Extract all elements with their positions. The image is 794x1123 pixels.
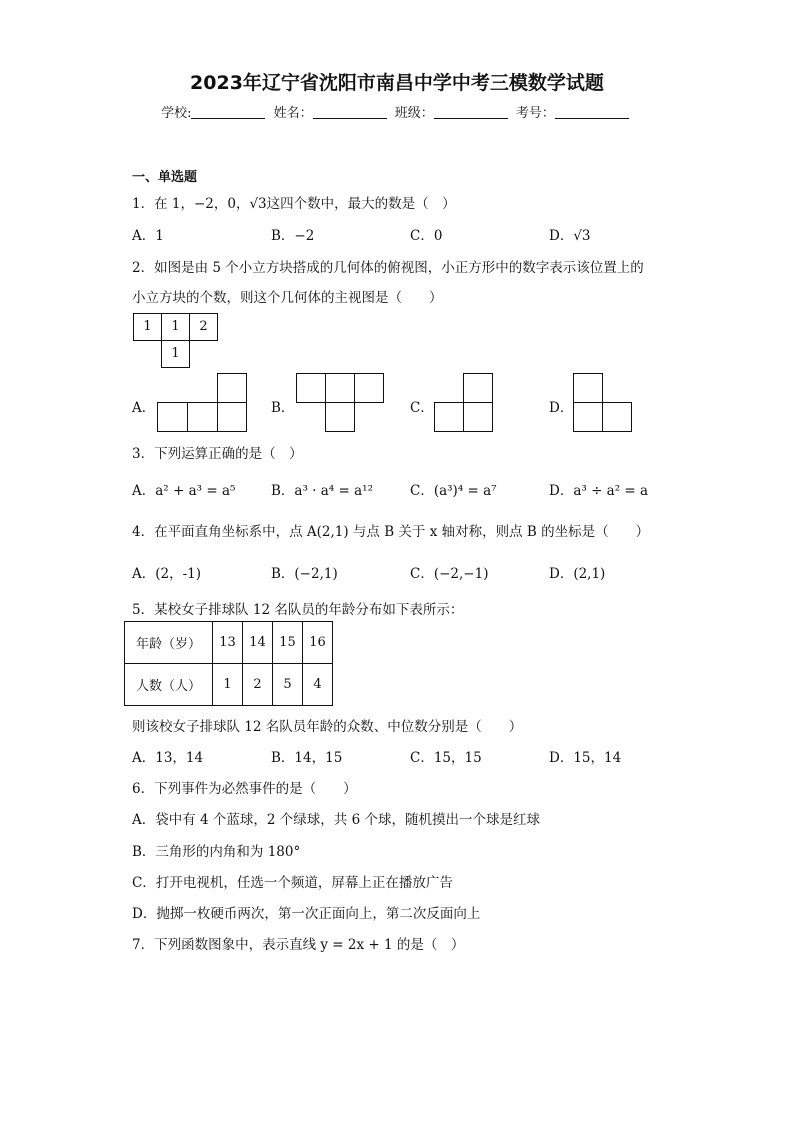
view-square — [463, 402, 493, 432]
table-cell: 2 — [243, 664, 273, 706]
table-cell: 13 — [213, 622, 243, 664]
question-2-option-d[interactable]: D． — [549, 400, 574, 416]
question-1-option-b[interactable]: B．−2 — [271, 228, 315, 244]
question-2-option-a[interactable]: A． — [132, 400, 156, 416]
question-1-option-a[interactable]: A．1 — [132, 228, 164, 244]
table-cell: 16 — [303, 622, 333, 664]
question-5-option-d[interactable]: D．15，14 — [549, 750, 622, 766]
table-cell: 5 — [273, 664, 303, 706]
question-3-option-c[interactable]: C．(a³)⁴ = a⁷ — [410, 483, 497, 499]
top-view-cell: 1 — [161, 340, 190, 368]
school-label: 学校: — [161, 106, 192, 121]
question-1-option-c[interactable]: C．0 — [410, 228, 443, 244]
question-4-option-a[interactable]: A．(2，-1) — [132, 566, 202, 582]
view-square — [434, 402, 464, 432]
table-cell: 14 — [243, 622, 273, 664]
view-square — [573, 402, 603, 432]
question-3-option-a[interactable]: A．a² + a³ = a⁵ — [132, 483, 236, 499]
table-header-count: 人数（人） — [125, 664, 213, 706]
class-label: 班级： — [394, 106, 434, 121]
question-2-stem-line2: 小立方块的个数，则这个几何体的主视图是（ ） — [132, 290, 443, 306]
table-cell: 4 — [303, 664, 333, 706]
question-1-option-d[interactable]: D．√3 — [549, 228, 591, 244]
question-4-option-d[interactable]: D．(2,1) — [549, 566, 606, 582]
name-blank[interactable] — [313, 106, 387, 119]
question-3-option-b[interactable]: B．a³ · a⁴ = a¹² — [271, 483, 373, 499]
view-square — [325, 402, 355, 432]
top-view-cell: 1 — [133, 313, 162, 341]
view-square — [463, 373, 493, 403]
view-square — [217, 402, 247, 432]
question-6-option-a[interactable]: A．袋中有 4 个蓝球，2 个绿球，共 6 个球，随机摸出一个球是红球 — [132, 812, 540, 828]
age-distribution-table — [124, 621, 333, 706]
question-3-stem: 3．下列运算正确的是（ ） — [132, 446, 303, 462]
table-row — [125, 664, 333, 706]
question-4-option-b[interactable]: B．(−2,1) — [271, 566, 338, 582]
table-row — [125, 622, 333, 664]
student-info-line — [0, 102, 794, 121]
question-5-option-a[interactable]: A．13，14 — [132, 750, 204, 766]
view-square — [187, 402, 218, 432]
question-3-option-d[interactable]: D．a³ ÷ a² = a — [549, 483, 649, 499]
exam-number-label: 考号： — [515, 106, 555, 121]
view-square — [573, 373, 603, 403]
top-view-cell: 1 — [161, 313, 190, 341]
question-6-option-d[interactable]: D．抛掷一枚硬币两次，第一次正面向上，第二次反面向上 — [132, 906, 481, 922]
page-title: 2023年辽宁省沈阳市南昌中学中考三模数学试题 — [190, 72, 604, 94]
question-2-option-c[interactable]: C． — [410, 400, 434, 416]
question-2-option-b[interactable]: B． — [271, 400, 295, 416]
view-square — [296, 373, 326, 403]
view-square — [325, 373, 355, 403]
view-square — [157, 402, 188, 432]
section-heading: 一、单选题 — [132, 170, 198, 185]
question-4-stem: 4．在平面直角坐标系中，点 A(2,1) 与点 B 关于 x 轴对称，则点 B 的坐标是（ ） — [132, 524, 650, 540]
question-6-option-c[interactable]: C．打开电视机，任选一个频道，屏幕上正在播放广告 — [132, 875, 453, 891]
school-blank[interactable] — [191, 106, 265, 119]
table-cell: 15 — [273, 622, 303, 664]
question-6-stem: 6．下列事件为必然事件的是（ ） — [132, 781, 357, 797]
question-6-option-b[interactable]: B．三角形的内角和为 180° — [132, 844, 301, 860]
question-5-followup: 则该校女子排球队 12 名队员年龄的众数、中位数分别是（ ） — [132, 719, 523, 735]
question-5-stem: 5．某校女子排球队 12 名队员的年龄分布如下表所示： — [132, 602, 464, 618]
class-blank[interactable] — [434, 106, 508, 119]
table-cell: 1 — [213, 664, 243, 706]
question-4-option-c[interactable]: C．(−2,−1) — [410, 566, 489, 582]
view-square — [217, 373, 247, 403]
exam-number-blank[interactable] — [555, 106, 629, 119]
table-header-age: 年龄（岁） — [125, 622, 213, 664]
question-2-stem-line1: 2．如图是由 5 个小立方块搭成的几何体的俯视图，小正方形中的数字表示该位置上的 — [132, 260, 644, 276]
view-square — [354, 373, 384, 403]
top-view-cell: 2 — [189, 313, 218, 341]
name-label: 姓名： — [273, 106, 313, 121]
view-square — [602, 402, 632, 432]
question-1-stem: 1．在 1，−2，0，√3这四个数中，最大的数是（ ） — [132, 196, 456, 212]
question-5-option-c[interactable]: C．15，15 — [410, 750, 482, 766]
question-7-stem: 7．下列函数图象中，表示直线 y = 2x + 1 的是（ ） — [132, 937, 465, 953]
question-5-option-b[interactable]: B．14，15 — [271, 750, 343, 766]
